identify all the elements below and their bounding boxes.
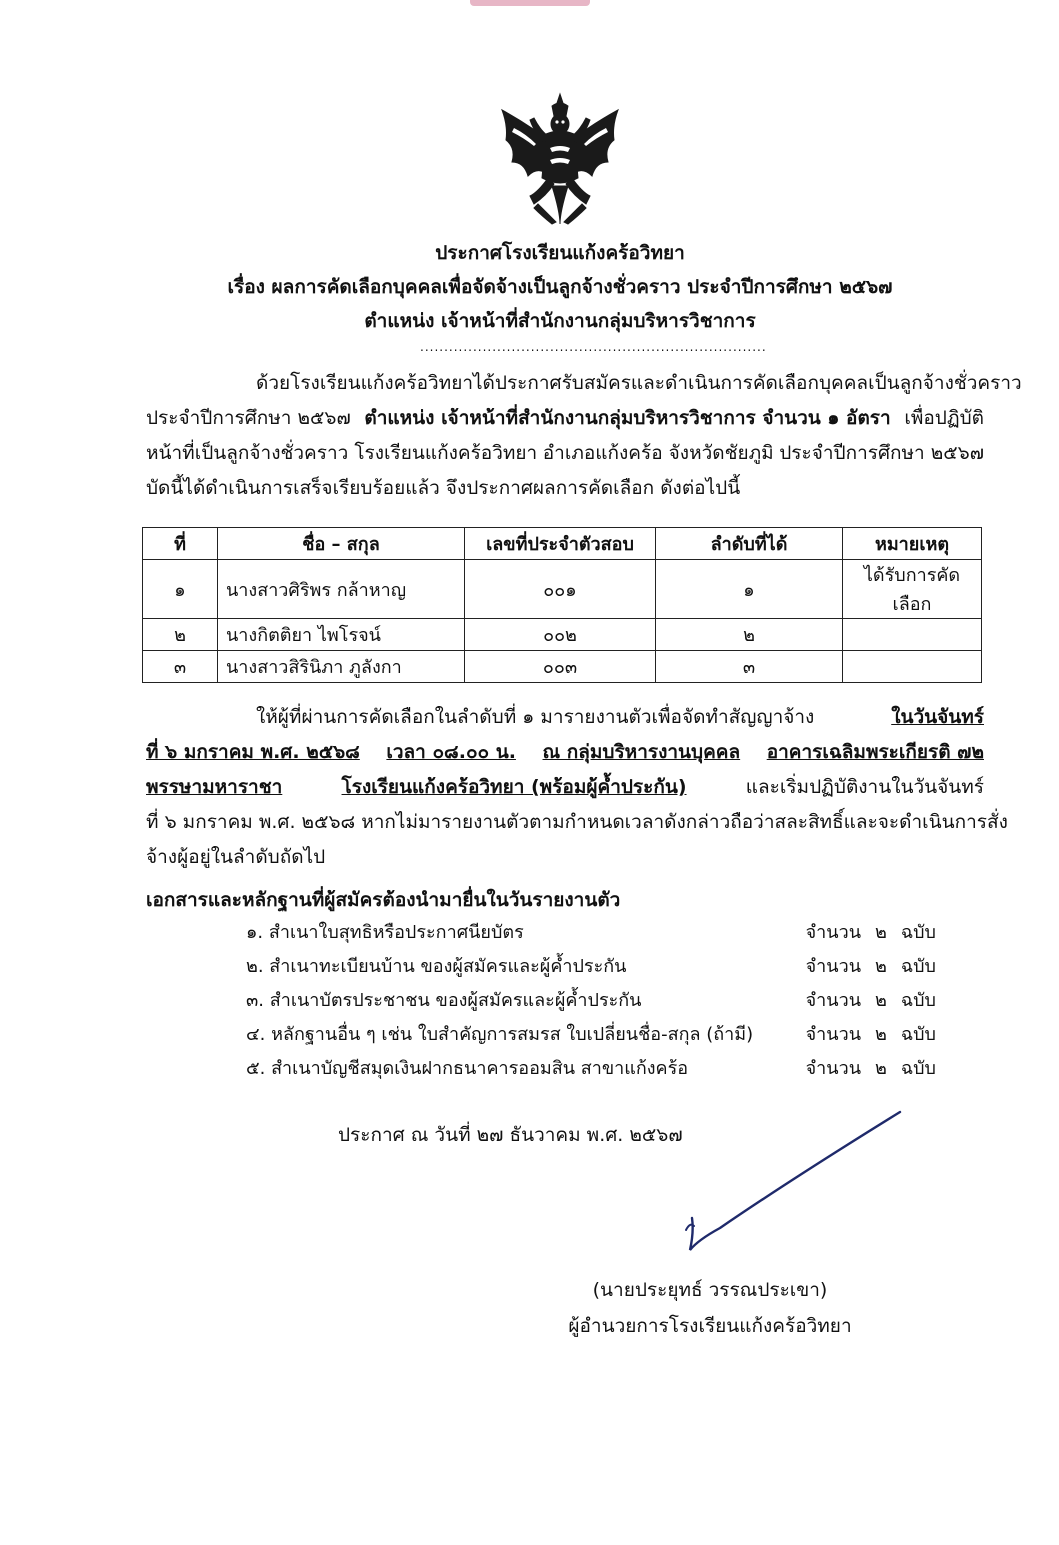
column-header-exam-id: เลขที่ประจำตัวสอบ (465, 528, 656, 560)
document-quantity (806, 1052, 936, 1086)
intro-text: ด้วยโรงเรียนแก้งคร้อวิทยา (256, 372, 473, 394)
signer-title: ผู้อำนวยการโรงเรียนแก้งคร้อวิทยา (568, 1315, 852, 1337)
signature-icon (680, 1100, 910, 1260)
quantity-unit: ฉบับ (900, 1024, 936, 1045)
report-text: ให้ผู้ที่ผ่านการคัดเลือกในลำดับที่ ๑ มารายงานตัวเพื่อจัดทำสัญญาจ้าง (256, 706, 815, 728)
cell-name: นางสาวสิรินิภา ภูลังกา (218, 651, 465, 683)
signer-name: (นายประยุทธ์ วรรณประเขา) (592, 1279, 828, 1301)
report-building-text: พรรษามหาราชา (146, 776, 283, 798)
cell-exam-id: ๐๐๒ (465, 619, 656, 651)
report-line (146, 700, 984, 735)
report-date-text: ที่ ๖ มกราคม พ.ศ. ๒๕๖๘ (146, 741, 360, 763)
intro-line (146, 436, 984, 471)
announcement-position: ตำแหน่ง เจ้าหน้าที่สำนักงานกลุ่มบริหารวิชาการ (364, 310, 756, 332)
results-table (142, 527, 982, 683)
report-line (146, 735, 984, 770)
quantity-unit: ฉบับ (900, 922, 936, 943)
intro-line (146, 401, 984, 436)
quantity-label: จำนวน (805, 956, 861, 977)
quantity-value: ๒ (875, 1058, 887, 1079)
cell-number: ๑ (143, 560, 218, 619)
list-item (246, 984, 936, 1018)
list-item (246, 916, 936, 950)
cell-number: ๒ (143, 619, 218, 651)
cell-remark: ได้รับการคัดเลือก (843, 560, 982, 619)
table-header-row (143, 528, 982, 560)
intro-text: ได้ประกาศรับสมัครและดำเนินการคัดเลือกบุคคลเป็นลูกจ้างชั่วคราว (473, 372, 1022, 394)
table-row (143, 619, 982, 651)
report-text: และเริ่มปฏิบัติงานในวันจันทร์ (745, 776, 984, 798)
cell-name: นางกิตติยา ไพโรจน์ (218, 619, 465, 651)
report-line (146, 840, 984, 875)
quantity-value: ๒ (875, 922, 887, 943)
list-item (246, 1052, 936, 1086)
table-row (143, 560, 982, 619)
document-quantity (806, 1018, 936, 1052)
documents-list (246, 916, 936, 1086)
column-header-rank: ลำดับที่ได้ (656, 528, 843, 560)
table-row (143, 651, 982, 683)
cell-exam-id: ๐๐๑ (465, 560, 656, 619)
report-place-text: ณ กลุ่มบริหารงานบุคคล (542, 741, 741, 763)
list-item (246, 1018, 936, 1052)
cell-rank: ๓ (656, 651, 843, 683)
report-time-text: เวลา ๐๘.๐๐ น. (386, 741, 516, 763)
quantity-label: จำนวน (805, 1024, 861, 1045)
report-line (146, 770, 984, 805)
quantity-label: จำนวน (805, 922, 861, 943)
document-name: ๕. สำเนาบัญชีสมุดเงินฝากธนาคารออมสิน สาขาแก้งคร้อ (246, 1058, 689, 1079)
cell-name: นางสาวศิริพร กล้าหาญ (218, 560, 465, 619)
intro-text: เพื่อปฏิบัติ (904, 407, 984, 429)
quantity-label: จำนวน (805, 1058, 861, 1079)
column-header-name: ชื่อ – สกุล (218, 528, 465, 560)
intro-text: หน้าที่เป็นลูกจ้างชั่วคราว โรงเรียนแก้งคร้อวิทยา (146, 442, 538, 464)
cell-number: ๓ (143, 651, 218, 683)
report-text: ถือว่าสละสิทธิ์และจะดำเนินการสั่ง (730, 811, 1008, 833)
quantity-value: ๒ (875, 990, 887, 1011)
document-name: ๑. สำเนาใบสุทธิหรือประกาศนียบัตร (246, 922, 524, 943)
intro-text: ประจำปีการศึกษา ๒๕๖๗ (779, 442, 984, 464)
intro-text: ประจำปีการศึกษา ๒๕๖๗ (146, 407, 351, 429)
document-name: ๔. หลักฐานอื่น ๆ เช่น ใบสำคัญการสมรส ใบเปลี่ยนชื่อ-สกุล (ถ้ามี) (246, 1024, 754, 1045)
intro-text: อำเภอแก้งคร้อ จังหวัดชัยภูมิ (542, 442, 774, 464)
document-name: ๒. สำเนาทะเบียนบ้าน ของผู้สมัครและผู้ค้ำประกัน (246, 956, 627, 977)
intro-position-text: ตำแหน่ง เจ้าหน้าที่สำนักงานกลุ่มบริหารวิชาการ จำนวน ๑ อัตรา (364, 407, 891, 429)
document-quantity (806, 984, 936, 1018)
garuda-emblem-icon (494, 92, 626, 228)
report-date-text: ในวันจันทร์ (891, 706, 984, 728)
column-header-number: ที่ (143, 528, 218, 560)
intro-paragraph (146, 366, 1022, 506)
signer-block (560, 1272, 860, 1344)
announcement-title: ประกาศโรงเรียนแก้งคร้อวิทยา (435, 242, 685, 264)
cell-remark (843, 651, 982, 683)
report-paragraph (146, 700, 1008, 875)
quantity-unit: ฉบับ (900, 1058, 936, 1079)
document-name: ๓. สำเนาบัตรประชาชน ของผู้สมัครและผู้ค้ำประกัน (246, 990, 642, 1011)
title-separator: ........................................................................ (420, 340, 767, 354)
quantity-unit: ฉบับ (900, 956, 936, 977)
cell-rank: ๒ (656, 619, 843, 651)
quantity-unit: ฉบับ (900, 990, 936, 1011)
report-text: จ้างผู้อยู่ในลำดับถัดไป (146, 846, 326, 868)
documents-title: เอกสารและหลักฐานที่ผู้สมัครต้องนำมายื่นในวันรายงานตัว (146, 889, 621, 911)
quantity-value: ๒ (875, 1024, 887, 1045)
report-building-text: อาคารเฉลิมพระเกียรติ ๗๒ (766, 741, 984, 763)
report-school-text: โรงเรียนแก้งคร้อวิทยา (พร้อมผู้ค้ำประกัน) (341, 776, 687, 798)
list-item (246, 950, 936, 984)
cell-remark (843, 619, 982, 651)
intro-line (146, 366, 1022, 401)
announcement-subject: เรื่อง ผลการคัดเลือกบุคคลเพื่อจัดจ้างเป็นลูกจ้างชั่วคราว ประจำปีการศึกษา ๒๕๖๗ (227, 276, 893, 298)
intro-line (146, 471, 984, 506)
quantity-label: จำนวน (805, 990, 861, 1011)
report-line (146, 805, 1008, 840)
cell-exam-id: ๐๐๓ (465, 651, 656, 683)
document-quantity (806, 950, 936, 984)
scan-mark (470, 0, 590, 6)
column-header-remark: หมายเหตุ (843, 528, 982, 560)
announcement-date: ประกาศ ณ วันที่ ๒๗ ธันวาคม พ.ศ. ๒๕๖๗ (338, 1124, 683, 1146)
intro-text: บัดนี้ได้ดำเนินการเสร็จเรียบร้อยแล้ว จึงประกาศผลการคัดเลือก ดังต่อไปนี้ (146, 477, 741, 499)
cell-rank: ๑ (656, 560, 843, 619)
document-quantity (806, 916, 936, 950)
quantity-value: ๒ (875, 956, 887, 977)
report-text: ที่ ๖ มกราคม พ.ศ. ๒๕๖๘ หากไม่มารายงานตัวตามกำหนดเวลาดังกล่าว (146, 811, 731, 833)
